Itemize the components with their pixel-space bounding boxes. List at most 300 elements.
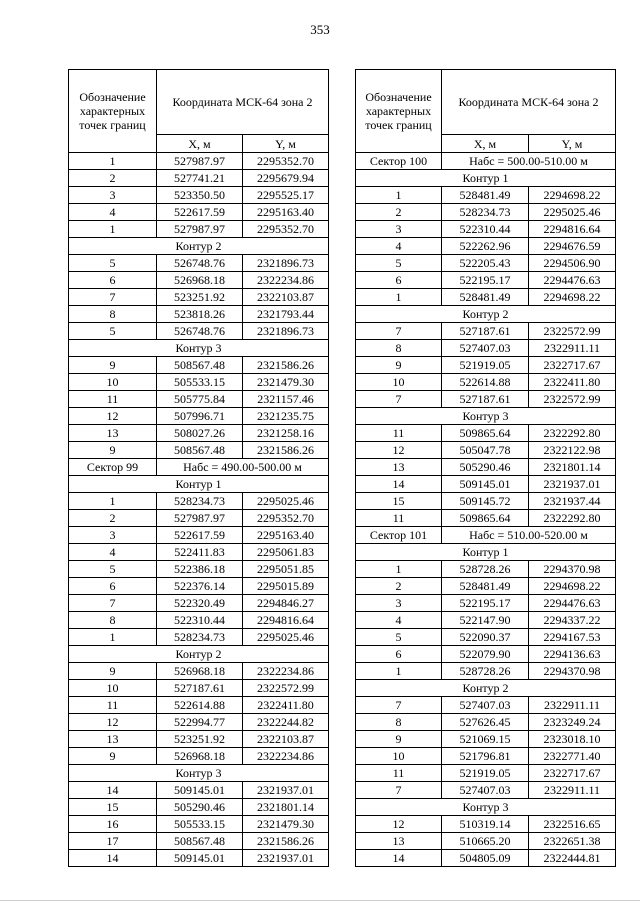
point-number: 10 bbox=[356, 748, 442, 765]
point-number: 5 bbox=[69, 255, 157, 272]
point-number: 5 bbox=[69, 561, 157, 578]
sector-row bbox=[356, 527, 616, 544]
point-number: 2 bbox=[356, 578, 442, 595]
x-coordinate: 522310.44 bbox=[442, 221, 529, 238]
contour-label: Контур 1 bbox=[69, 476, 329, 493]
x-coordinate: 508567.48 bbox=[157, 442, 243, 459]
y-coordinate: 2322911.11 bbox=[529, 782, 616, 799]
table-row bbox=[356, 289, 616, 306]
table-row bbox=[69, 374, 329, 391]
point-number: 6 bbox=[69, 578, 157, 595]
y-coordinate: 2321896.73 bbox=[243, 255, 329, 272]
table-row bbox=[356, 748, 616, 765]
table-row bbox=[69, 323, 329, 340]
table-row bbox=[356, 357, 616, 374]
table-row bbox=[356, 850, 616, 867]
point-number: 14 bbox=[356, 476, 442, 493]
point-number: 10 bbox=[356, 374, 442, 391]
x-coordinate: 508567.48 bbox=[157, 833, 243, 850]
coordinates-table-left bbox=[68, 69, 329, 867]
point-number: 6 bbox=[69, 272, 157, 289]
contour-label: Контур 3 bbox=[69, 340, 329, 357]
y-coordinate: 2321937.01 bbox=[529, 476, 616, 493]
coordinates-table-right bbox=[355, 69, 616, 867]
sector-label: Сектор 101 bbox=[356, 527, 442, 544]
y-coordinate: 2295679.94 bbox=[243, 170, 329, 187]
y-coordinate: 2322411.80 bbox=[243, 697, 329, 714]
table-row bbox=[356, 374, 616, 391]
table-row bbox=[356, 510, 616, 527]
point-number: 12 bbox=[69, 408, 157, 425]
x-coordinate: 509865.64 bbox=[442, 425, 529, 442]
table-row bbox=[356, 323, 616, 340]
x-coordinate: 526968.18 bbox=[157, 748, 243, 765]
point-number: 14 bbox=[69, 782, 157, 799]
point-number: 5 bbox=[69, 323, 157, 340]
x-coordinate: 527987.97 bbox=[157, 221, 243, 238]
point-number: 7 bbox=[69, 595, 157, 612]
table-row bbox=[356, 765, 616, 782]
y-coordinate: 2295025.46 bbox=[243, 493, 329, 510]
y-coordinate: 2294337.22 bbox=[529, 612, 616, 629]
table-body bbox=[69, 153, 329, 867]
contour-row bbox=[356, 680, 616, 697]
page-bottom-divider bbox=[0, 900, 640, 901]
point-number: 13 bbox=[356, 459, 442, 476]
x-coordinate: 522386.18 bbox=[157, 561, 243, 578]
y-coordinate: 2322444.81 bbox=[529, 850, 616, 867]
y-coordinate: 2322771.40 bbox=[529, 748, 616, 765]
point-number: 8 bbox=[69, 612, 157, 629]
y-coordinate: 2295352.70 bbox=[243, 510, 329, 527]
x-coordinate: 522079.90 bbox=[442, 646, 529, 663]
table-body bbox=[356, 153, 616, 867]
y-coordinate: 2295025.46 bbox=[243, 629, 329, 646]
x-coordinate: 508567.48 bbox=[157, 357, 243, 374]
point-number: 5 bbox=[356, 255, 442, 272]
contour-row bbox=[356, 170, 616, 187]
y-coordinate: 2321937.01 bbox=[243, 850, 329, 867]
table-row bbox=[69, 289, 329, 306]
y-coordinate: 2322717.67 bbox=[529, 357, 616, 374]
table-row bbox=[356, 731, 616, 748]
table-row bbox=[356, 816, 616, 833]
table-row bbox=[69, 255, 329, 272]
sector-row bbox=[356, 153, 616, 170]
point-number: 14 bbox=[69, 850, 157, 867]
x-coordinate: 522617.59 bbox=[157, 527, 243, 544]
header-x: X, м bbox=[157, 135, 243, 153]
table-row bbox=[69, 816, 329, 833]
y-coordinate: 2294816.64 bbox=[529, 221, 616, 238]
y-coordinate: 2294476.63 bbox=[529, 595, 616, 612]
table-row bbox=[69, 510, 329, 527]
point-number: 11 bbox=[356, 425, 442, 442]
x-coordinate: 527407.03 bbox=[442, 697, 529, 714]
x-coordinate: 527187.61 bbox=[442, 323, 529, 340]
y-coordinate: 2321793.44 bbox=[243, 306, 329, 323]
x-coordinate: 509145.72 bbox=[442, 493, 529, 510]
y-coordinate: 2295352.70 bbox=[243, 221, 329, 238]
point-number: 8 bbox=[69, 306, 157, 323]
header-x: X, м bbox=[442, 135, 529, 153]
x-coordinate: 526968.18 bbox=[157, 272, 243, 289]
header-coordinate-system: Координата МСК-64 зона 2 bbox=[157, 70, 329, 135]
y-coordinate: 2322516.65 bbox=[529, 816, 616, 833]
point-number: 5 bbox=[356, 629, 442, 646]
x-coordinate: 522195.17 bbox=[442, 272, 529, 289]
x-coordinate: 509145.01 bbox=[157, 850, 243, 867]
table-row bbox=[69, 612, 329, 629]
x-coordinate: 522090.37 bbox=[442, 629, 529, 646]
elevation-range: Набс = 510.00-520.00 м bbox=[442, 527, 616, 544]
point-number: 12 bbox=[356, 442, 442, 459]
x-coordinate: 521069.15 bbox=[442, 731, 529, 748]
table-row bbox=[69, 544, 329, 561]
table-row bbox=[356, 646, 616, 663]
table-row bbox=[356, 493, 616, 510]
y-coordinate: 2321801.14 bbox=[243, 799, 329, 816]
x-coordinate: 522614.88 bbox=[157, 697, 243, 714]
contour-row bbox=[356, 408, 616, 425]
y-coordinate: 2294698.22 bbox=[529, 578, 616, 595]
y-coordinate: 2321937.44 bbox=[529, 493, 616, 510]
y-coordinate: 2321586.26 bbox=[243, 442, 329, 459]
point-number: 2 bbox=[69, 170, 157, 187]
y-coordinate: 2322572.99 bbox=[529, 391, 616, 408]
point-number: 1 bbox=[356, 187, 442, 204]
point-number: 4 bbox=[69, 544, 157, 561]
table-row bbox=[69, 680, 329, 697]
x-coordinate: 528481.49 bbox=[442, 289, 529, 306]
point-number: 14 bbox=[356, 850, 442, 867]
table-row bbox=[356, 697, 616, 714]
table-row bbox=[356, 578, 616, 595]
y-coordinate: 2321937.01 bbox=[243, 782, 329, 799]
point-number: 11 bbox=[356, 765, 442, 782]
point-number: 15 bbox=[69, 799, 157, 816]
table-row bbox=[356, 238, 616, 255]
y-coordinate: 2322292.80 bbox=[529, 425, 616, 442]
point-number: 3 bbox=[356, 221, 442, 238]
point-number: 8 bbox=[356, 340, 442, 357]
y-coordinate: 2322103.87 bbox=[243, 731, 329, 748]
y-coordinate: 2295061.83 bbox=[243, 544, 329, 561]
point-number: 12 bbox=[356, 816, 442, 833]
x-coordinate: 526748.76 bbox=[157, 323, 243, 340]
y-coordinate: 2322572.99 bbox=[243, 680, 329, 697]
point-number: 15 bbox=[356, 493, 442, 510]
sector-label: Сектор 100 bbox=[356, 153, 442, 170]
y-coordinate: 2294698.22 bbox=[529, 187, 616, 204]
table-row bbox=[356, 561, 616, 578]
point-number: 9 bbox=[356, 731, 442, 748]
y-coordinate: 2294676.59 bbox=[529, 238, 616, 255]
point-number: 3 bbox=[356, 595, 442, 612]
table-row bbox=[69, 153, 329, 170]
x-coordinate: 528481.49 bbox=[442, 578, 529, 595]
table-row bbox=[69, 527, 329, 544]
x-coordinate: 523350.50 bbox=[157, 187, 243, 204]
table-row bbox=[356, 187, 616, 204]
contour-label: Контур 1 bbox=[356, 170, 616, 187]
point-number: 11 bbox=[69, 697, 157, 714]
table-row bbox=[356, 833, 616, 850]
point-number: 11 bbox=[356, 510, 442, 527]
x-coordinate: 522411.83 bbox=[157, 544, 243, 561]
header-designation: Обозначение характерных точек границ bbox=[69, 70, 157, 153]
y-coordinate: 2322234.86 bbox=[243, 272, 329, 289]
point-number: 6 bbox=[356, 272, 442, 289]
header-designation: Обозначение характерных точек границ bbox=[356, 70, 442, 153]
header-y: Y, м bbox=[529, 135, 616, 153]
table-row bbox=[69, 187, 329, 204]
point-number: 2 bbox=[356, 204, 442, 221]
x-coordinate: 522310.44 bbox=[157, 612, 243, 629]
y-coordinate: 2294370.98 bbox=[529, 561, 616, 578]
table-row bbox=[69, 391, 329, 408]
contour-label: Контур 1 bbox=[356, 544, 616, 561]
x-coordinate: 528728.26 bbox=[442, 561, 529, 578]
header-coordinate-system: Координата МСК-64 зона 2 bbox=[442, 70, 616, 135]
x-coordinate: 509865.64 bbox=[442, 510, 529, 527]
y-coordinate: 2323249.24 bbox=[529, 714, 616, 731]
y-coordinate: 2295163.40 bbox=[243, 527, 329, 544]
point-number: 4 bbox=[69, 204, 157, 221]
table-row bbox=[69, 493, 329, 510]
point-number: 1 bbox=[69, 493, 157, 510]
x-coordinate: 505533.15 bbox=[157, 816, 243, 833]
x-coordinate: 523818.26 bbox=[157, 306, 243, 323]
y-coordinate: 2321801.14 bbox=[529, 459, 616, 476]
x-coordinate: 505290.46 bbox=[157, 799, 243, 816]
point-number: 8 bbox=[356, 714, 442, 731]
point-number: 16 bbox=[69, 816, 157, 833]
point-number: 10 bbox=[69, 680, 157, 697]
y-coordinate: 2295051.85 bbox=[243, 561, 329, 578]
page-number: 353 bbox=[310, 22, 330, 37]
table-row bbox=[356, 442, 616, 459]
y-coordinate: 2322103.87 bbox=[243, 289, 329, 306]
y-coordinate: 2321235.75 bbox=[243, 408, 329, 425]
y-coordinate: 2322234.86 bbox=[243, 663, 329, 680]
header-y: Y, м bbox=[243, 135, 329, 153]
table-row bbox=[356, 595, 616, 612]
table-row bbox=[69, 204, 329, 221]
x-coordinate: 510665.20 bbox=[442, 833, 529, 850]
x-coordinate: 521919.05 bbox=[442, 357, 529, 374]
table-row bbox=[356, 459, 616, 476]
table-row bbox=[69, 663, 329, 680]
x-coordinate: 508027.26 bbox=[157, 425, 243, 442]
y-coordinate: 2322411.80 bbox=[529, 374, 616, 391]
table-row bbox=[69, 272, 329, 289]
y-coordinate: 2294816.64 bbox=[243, 612, 329, 629]
table-row bbox=[69, 629, 329, 646]
table-row bbox=[356, 255, 616, 272]
point-number: 4 bbox=[356, 238, 442, 255]
point-number: 17 bbox=[69, 833, 157, 850]
y-coordinate: 2295163.40 bbox=[243, 204, 329, 221]
x-coordinate: 527987.97 bbox=[157, 510, 243, 527]
point-number: 9 bbox=[69, 663, 157, 680]
y-coordinate: 2294476.63 bbox=[529, 272, 616, 289]
table-row bbox=[356, 391, 616, 408]
y-coordinate: 2321479.30 bbox=[243, 816, 329, 833]
table-row bbox=[69, 833, 329, 850]
contour-label: Контур 2 bbox=[356, 680, 616, 697]
contour-row bbox=[356, 306, 616, 323]
point-number: 11 bbox=[69, 391, 157, 408]
y-coordinate: 2295525.17 bbox=[243, 187, 329, 204]
y-coordinate: 2294506.90 bbox=[529, 255, 616, 272]
contour-row bbox=[69, 340, 329, 357]
y-coordinate: 2322244.82 bbox=[243, 714, 329, 731]
x-coordinate: 522262.96 bbox=[442, 238, 529, 255]
table-row bbox=[69, 697, 329, 714]
x-coordinate: 523251.92 bbox=[157, 731, 243, 748]
table-row bbox=[356, 629, 616, 646]
table-row bbox=[69, 731, 329, 748]
x-coordinate: 522205.43 bbox=[442, 255, 529, 272]
x-coordinate: 527407.03 bbox=[442, 782, 529, 799]
point-number: 9 bbox=[356, 357, 442, 374]
y-coordinate: 2322717.67 bbox=[529, 765, 616, 782]
contour-label: Контур 3 bbox=[69, 765, 329, 782]
x-coordinate: 509145.01 bbox=[442, 476, 529, 493]
elevation-range: Набс = 500.00-510.00 м bbox=[442, 153, 616, 170]
y-coordinate: 2322122.98 bbox=[529, 442, 616, 459]
point-number: 7 bbox=[356, 323, 442, 340]
y-coordinate: 2295025.46 bbox=[529, 204, 616, 221]
y-coordinate: 2322911.11 bbox=[529, 340, 616, 357]
point-number: 2 bbox=[69, 510, 157, 527]
x-coordinate: 522994.77 bbox=[157, 714, 243, 731]
y-coordinate: 2294167.53 bbox=[529, 629, 616, 646]
table-row bbox=[69, 595, 329, 612]
x-coordinate: 522147.90 bbox=[442, 612, 529, 629]
table-row bbox=[69, 561, 329, 578]
point-number: 1 bbox=[69, 153, 157, 170]
table-row bbox=[356, 204, 616, 221]
table-row bbox=[69, 748, 329, 765]
y-coordinate: 2295015.89 bbox=[243, 578, 329, 595]
x-coordinate: 521796.81 bbox=[442, 748, 529, 765]
point-number: 3 bbox=[69, 187, 157, 204]
contour-row bbox=[69, 646, 329, 663]
x-coordinate: 522617.59 bbox=[157, 204, 243, 221]
y-coordinate: 2323018.10 bbox=[529, 731, 616, 748]
x-coordinate: 526968.18 bbox=[157, 663, 243, 680]
point-number: 12 bbox=[69, 714, 157, 731]
x-coordinate: 528234.73 bbox=[442, 204, 529, 221]
point-number: 1 bbox=[69, 221, 157, 238]
y-coordinate: 2294136.63 bbox=[529, 646, 616, 663]
point-number: 9 bbox=[69, 748, 157, 765]
point-number: 1 bbox=[356, 561, 442, 578]
elevation-range: Набс = 490.00-500.00 м bbox=[157, 459, 329, 476]
y-coordinate: 2294846.27 bbox=[243, 595, 329, 612]
table-row bbox=[69, 170, 329, 187]
point-number: 7 bbox=[69, 289, 157, 306]
x-coordinate: 528481.49 bbox=[442, 187, 529, 204]
table-row bbox=[356, 340, 616, 357]
point-number: 13 bbox=[356, 833, 442, 850]
y-coordinate: 2321586.26 bbox=[243, 357, 329, 374]
x-coordinate: 505290.46 bbox=[442, 459, 529, 476]
table-row bbox=[356, 425, 616, 442]
x-coordinate: 527187.61 bbox=[157, 680, 243, 697]
x-coordinate: 527987.97 bbox=[157, 153, 243, 170]
contour-label: Контур 2 bbox=[69, 646, 329, 663]
table-row bbox=[69, 357, 329, 374]
table-row bbox=[69, 714, 329, 731]
y-coordinate: 2321479.30 bbox=[243, 374, 329, 391]
contour-row bbox=[69, 476, 329, 493]
y-coordinate: 2322234.86 bbox=[243, 748, 329, 765]
table-row bbox=[356, 221, 616, 238]
x-coordinate: 522376.14 bbox=[157, 578, 243, 595]
x-coordinate: 528234.73 bbox=[157, 629, 243, 646]
point-number: 13 bbox=[69, 425, 157, 442]
table-row bbox=[69, 782, 329, 799]
x-coordinate: 526748.76 bbox=[157, 255, 243, 272]
table-row bbox=[356, 612, 616, 629]
x-coordinate: 521919.05 bbox=[442, 765, 529, 782]
point-number: 1 bbox=[356, 663, 442, 680]
x-coordinate: 527626.45 bbox=[442, 714, 529, 731]
point-number: 1 bbox=[69, 629, 157, 646]
contour-row bbox=[356, 544, 616, 561]
table-row bbox=[69, 799, 329, 816]
x-coordinate: 505775.84 bbox=[157, 391, 243, 408]
x-coordinate: 509145.01 bbox=[157, 782, 243, 799]
point-number: 9 bbox=[69, 357, 157, 374]
contour-row bbox=[69, 765, 329, 782]
y-coordinate: 2321586.26 bbox=[243, 833, 329, 850]
x-coordinate: 527187.61 bbox=[442, 391, 529, 408]
x-coordinate: 522320.49 bbox=[157, 595, 243, 612]
y-coordinate: 2321896.73 bbox=[243, 323, 329, 340]
point-number: 1 bbox=[356, 289, 442, 306]
sector-row bbox=[69, 459, 329, 476]
contour-label: Контур 3 bbox=[356, 408, 616, 425]
y-coordinate: 2295352.70 bbox=[243, 153, 329, 170]
table-row bbox=[356, 782, 616, 799]
contour-label: Контур 3 bbox=[356, 799, 616, 816]
y-coordinate: 2294370.98 bbox=[529, 663, 616, 680]
point-number: 13 bbox=[69, 731, 157, 748]
contour-label: Контур 2 bbox=[356, 306, 616, 323]
x-coordinate: 523251.92 bbox=[157, 289, 243, 306]
point-number: 7 bbox=[356, 391, 442, 408]
x-coordinate: 504805.09 bbox=[442, 850, 529, 867]
y-coordinate: 2294698.22 bbox=[529, 289, 616, 306]
table-row bbox=[356, 663, 616, 680]
x-coordinate: 528728.26 bbox=[442, 663, 529, 680]
table-row bbox=[69, 578, 329, 595]
table-row bbox=[356, 272, 616, 289]
table-row bbox=[356, 714, 616, 731]
y-coordinate: 2322911.11 bbox=[529, 697, 616, 714]
table-row bbox=[69, 306, 329, 323]
point-number: 7 bbox=[356, 782, 442, 799]
y-coordinate: 2321258.16 bbox=[243, 425, 329, 442]
point-number: 3 bbox=[69, 527, 157, 544]
point-number: 4 bbox=[356, 612, 442, 629]
contour-row bbox=[69, 238, 329, 255]
x-coordinate: 507996.71 bbox=[157, 408, 243, 425]
